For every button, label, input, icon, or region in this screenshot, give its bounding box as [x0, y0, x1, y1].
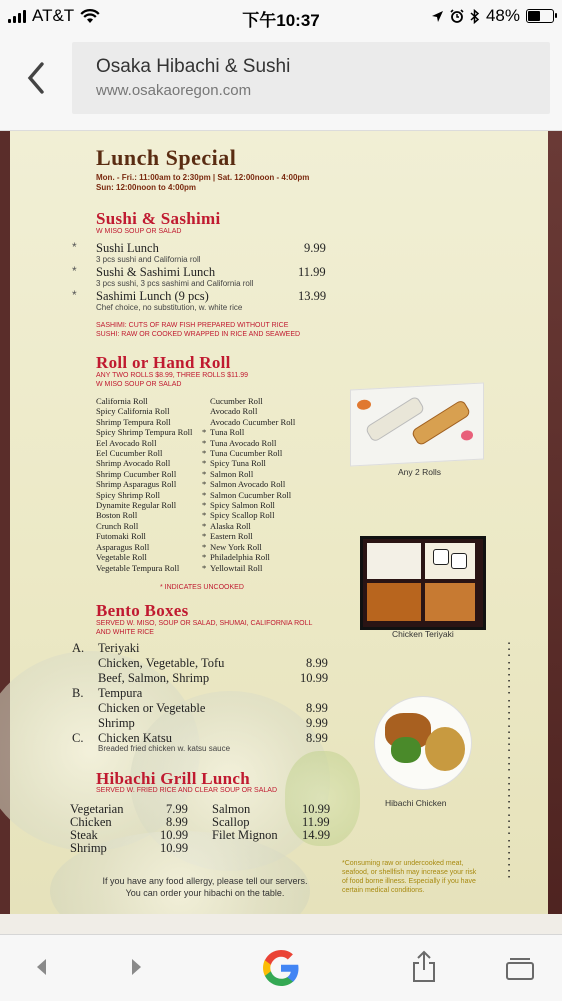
- hibachi-item-price: 11.99: [302, 815, 330, 829]
- address-bar[interactable]: [72, 42, 550, 114]
- roll-list-left: [96, 396, 192, 573]
- menu-item-name: Sushi Lunch: [96, 241, 159, 255]
- roll-item: [202, 520, 295, 531]
- roll-heading: Roll or Hand Roll: [96, 353, 231, 372]
- status-bar: [0, 0, 562, 32]
- bento-a1-price: 8.99: [306, 656, 328, 670]
- hibachi-item-name: Scallop: [212, 815, 250, 829]
- roll-item: [202, 489, 295, 500]
- uncooked-mark: *: [202, 468, 207, 479]
- roll-item: [202, 479, 295, 490]
- menu-item-desc: Chef choice, no substitution, w. white rice: [96, 303, 243, 312]
- bento-c-desc: Breaded fried chicken w. katsu sauce: [98, 744, 231, 753]
- roll-item: Shrimp Asparagus Roll: [96, 479, 177, 490]
- menu-image: [0, 131, 562, 934]
- roll-item: [202, 510, 295, 521]
- roll-item: [210, 417, 295, 427]
- hibachi-photo-caption: Hibachi Chicken: [385, 798, 447, 808]
- bento-a-title: Teriyaki: [98, 641, 140, 655]
- location-icon: [431, 10, 444, 23]
- allergy-note: If you have any food allergy, please tell our servers.: [102, 876, 308, 886]
- roll-item: [202, 458, 295, 469]
- nav-forward-icon[interactable]: [128, 953, 146, 981]
- sashimi-note: SASHIMI: CUTS OF RAW FISH PREPARED WITHOUT RICE: [96, 322, 289, 329]
- hibachi-item-price: 14.99: [302, 828, 331, 842]
- bento-subtitle-2: AND WHITE RICE: [96, 629, 154, 636]
- uncooked-mark: *: [202, 458, 207, 469]
- bento-heading: Bento Boxes: [96, 601, 189, 620]
- roll-item: Eel Avocado Roll: [96, 437, 157, 448]
- bento-photo-caption: Chicken Teriyaki: [392, 629, 454, 639]
- menu-sheet: [10, 131, 548, 914]
- menu-item-price: 11.99: [298, 265, 326, 279]
- roll-item-label: Avocado Roll: [210, 406, 258, 417]
- roll-item: [202, 448, 295, 459]
- hours-sunday: Sun: 12:00noon to 4:00pm: [96, 183, 197, 192]
- hibachi-item-price: 8.99: [166, 815, 188, 829]
- back-chevron-icon[interactable]: [22, 58, 52, 98]
- alarm-icon: [450, 9, 464, 23]
- roll-item-label: Tuna Cucumber Roll: [210, 448, 283, 459]
- roll-item: [210, 406, 295, 416]
- bento-b2-price: 9.99: [306, 716, 328, 730]
- hibachi-subtitle: SERVED W. FRIED RICE AND CLEAR SOUP OR SALAD: [96, 787, 278, 794]
- roll-item: [202, 427, 295, 438]
- bento-photo: [360, 536, 486, 630]
- hibachi-item-price: 10.99: [160, 828, 189, 842]
- roll-item-label: Philadelphia Roll: [210, 552, 270, 563]
- roll-item: [202, 541, 295, 552]
- uncooked-mark: *: [72, 264, 77, 278]
- hibachi-item-name: Shrimp: [70, 841, 107, 855]
- roll-item: [202, 531, 295, 542]
- page-domain: www.osakaoregon.com: [96, 82, 252, 99]
- hibachi-item-name: Salmon: [212, 802, 251, 816]
- roll-item: Vegetable Tempura Roll: [96, 562, 180, 573]
- uncooked-mark: *: [202, 510, 207, 521]
- bento-b1-name: Chicken or Vegetable: [98, 701, 206, 715]
- menu-item-name: Sushi & Sashimi Lunch: [96, 265, 216, 279]
- roll-item-label: Yellowtail Roll: [210, 562, 263, 573]
- roll-item: [210, 396, 295, 406]
- bento-letter-b: B.: [72, 686, 84, 700]
- roll-item: Shrimp Tempura Roll: [96, 416, 171, 427]
- nav-back-icon[interactable]: [32, 953, 50, 981]
- menu-frame-edge: [548, 131, 562, 934]
- roll-item: [202, 500, 295, 511]
- roll-item-label: Tuna Avocado Roll: [210, 437, 277, 448]
- roll-item: Crunch Roll: [96, 520, 139, 531]
- bento-b1-price: 8.99: [306, 701, 328, 715]
- roll-item: Spicy Shrimp Roll: [96, 489, 160, 500]
- roll-price-line: ANY TWO ROLLS $8.99, THREE ROLLS $11.99: [96, 372, 248, 379]
- roll-item: Eel Cucumber Roll: [96, 448, 163, 459]
- uncooked-mark: *: [202, 520, 207, 531]
- bento-b-title: Tempura: [98, 686, 143, 700]
- carrier-label: AT&T: [32, 6, 75, 25]
- roll-item-label: Avocado Cucumber Roll: [210, 416, 296, 427]
- menu-item-price: 9.99: [304, 241, 326, 255]
- rolls-photo-caption: Any 2 Rolls: [398, 467, 441, 477]
- hibachi-heading: Hibachi Grill Lunch: [96, 769, 251, 788]
- hibachi-item-name: Vegetarian: [70, 802, 124, 816]
- google-logo-icon[interactable]: [258, 945, 304, 991]
- uncooked-mark: *: [202, 427, 207, 438]
- sushi-subtitle: W MISO SOUP OR SALAD: [96, 228, 182, 235]
- bento-letter-c: C.: [72, 731, 84, 745]
- hibachi-item-price: 10.99: [302, 802, 331, 816]
- uncooked-mark: *: [202, 448, 207, 459]
- hibachi-item-price: 7.99: [166, 802, 188, 816]
- uncooked-mark: *: [202, 562, 207, 573]
- sushi-heading: Sushi & Sashimi: [96, 209, 221, 228]
- roll-item: Spicy California Roll: [96, 406, 170, 417]
- roll-item: [202, 552, 295, 563]
- uncooked-mark: *: [202, 531, 207, 542]
- menu-item-desc: 3 pcs sushi and California roll: [96, 255, 201, 264]
- bottom-toolbar: [0, 934, 562, 1001]
- bento-b2-name: Shrimp: [98, 716, 135, 730]
- hibachi-photo: [374, 696, 472, 790]
- uncooked-mark: *: [202, 541, 207, 552]
- bento-a1-name: Chicken, Vegetable, Tofu: [98, 656, 225, 670]
- bluetooth-icon: [470, 9, 480, 24]
- roll-item-label: Tuna Roll: [210, 427, 245, 438]
- menu-item-name: Sashimi Lunch (9 pcs): [96, 289, 209, 303]
- roll-item: [202, 468, 295, 479]
- hibachi-table-note: You can order your hibachi on the table.: [125, 888, 285, 898]
- roll-item: Shrimp Avocado Roll: [96, 458, 171, 469]
- roll-item-label: Spicy Salmon Roll: [210, 500, 275, 511]
- uncooked-mark: *: [72, 288, 77, 302]
- roll-item: Spicy Shrimp Tempura Roll: [96, 427, 193, 438]
- rolls-photo: [350, 382, 484, 466]
- bento-letter-a: A.: [72, 641, 85, 655]
- uncooked-note: * INDICATES UNCOOKED: [160, 584, 244, 591]
- lunch-special-title: Lunch Special: [96, 145, 237, 170]
- hibachi-item-price: 10.99: [160, 841, 189, 855]
- uncooked-mark: *: [202, 479, 207, 490]
- menu-item-price: 13.99: [298, 289, 327, 303]
- tabs-icon[interactable]: [505, 955, 535, 981]
- consumption-warning: *Consuming raw or undercooked meat, seafood, or shellfish may increase your risk of food borne illness. Especially if you have certain medical conditions.: [342, 860, 477, 894]
- hibachi-item-name: Filet Mignon: [212, 828, 278, 842]
- battery-icon: [526, 9, 554, 23]
- roll-item: Boston Roll: [96, 510, 138, 521]
- clock: 下午10:37: [242, 11, 320, 30]
- share-icon[interactable]: [410, 949, 438, 983]
- bento-c-title: Chicken Katsu: [98, 731, 172, 745]
- bento-a2-price: 10.99: [300, 671, 329, 685]
- menu-bottom-edge: [0, 914, 562, 934]
- roll-subtitle: W MISO SOUP OR SALAD: [96, 381, 182, 388]
- roll-item: [202, 437, 295, 448]
- roll-item: California Roll: [96, 396, 148, 406]
- roll-item-label: Eastern Roll: [210, 531, 253, 542]
- roll-item: Asparagus Roll: [96, 541, 150, 552]
- roll-list-right: [202, 396, 296, 573]
- bento-a2-name: Beef, Salmon, Shrimp: [98, 671, 210, 685]
- roll-item-label: Spicy Tuna Roll: [210, 458, 266, 469]
- uncooked-mark: *: [72, 240, 77, 254]
- bento-c-price: 8.99: [306, 731, 328, 745]
- roll-item-label: Alaska Roll: [210, 520, 251, 531]
- hours-weekday: Mon. - Fri.: 11:00am to 2:30pm | Sat. 12:00noon - 4:00pm: [96, 173, 310, 182]
- uncooked-mark: *: [202, 552, 207, 563]
- roll-item-label: Salmon Avocado Roll: [210, 479, 286, 490]
- uncooked-mark: *: [202, 437, 207, 448]
- vertical-fine-print: ▪▪▪ ▪▪▪▪▪▪ ▪▪▪▪ ▪▪▪▪▪ ▪▪▪ ▪▪▪▪▪▪ ▪▪▪▪ ▪▪▪▪▪▪▪: [506, 641, 512, 881]
- bento-subtitle: SERVED W. MISO, SOUP OR SALAD, SHUMAI, CALIFORNIA ROLL: [96, 620, 313, 627]
- roll-item: Futomaki Roll: [96, 531, 146, 542]
- roll-item-label: Cucumber Roll: [210, 396, 263, 406]
- hibachi-item-name: Chicken: [70, 815, 112, 829]
- menu-item-desc: 3 pcs sushi, 3 pcs sashimi and California roll: [96, 279, 254, 288]
- roll-item-label: Spicy Scallop Roll: [210, 510, 275, 521]
- roll-item: Dynamite Regular Roll: [96, 500, 177, 511]
- roll-item-label: New York Roll: [210, 541, 262, 552]
- browser-header: [0, 32, 562, 131]
- page-title: Osaka Hibachi & Sushi: [96, 56, 291, 77]
- uncooked-mark: *: [202, 500, 207, 511]
- roll-item: Shrimp Cucumber Roll: [96, 468, 177, 479]
- battery-percent: 48%: [485, 6, 520, 25]
- sushi-note: SUSHI: RAW OR COOKED WRAPPED IN RICE AND SEAWEED: [96, 331, 301, 338]
- roll-item-label: Salmon Cucumber Roll: [210, 489, 292, 500]
- roll-item-label: Salmon Roll: [210, 468, 254, 479]
- uncooked-mark: *: [202, 489, 207, 500]
- hibachi-item-name: Steak: [70, 828, 98, 842]
- roll-item: Vegetable Roll: [96, 552, 147, 563]
- roll-item: [202, 562, 295, 573]
